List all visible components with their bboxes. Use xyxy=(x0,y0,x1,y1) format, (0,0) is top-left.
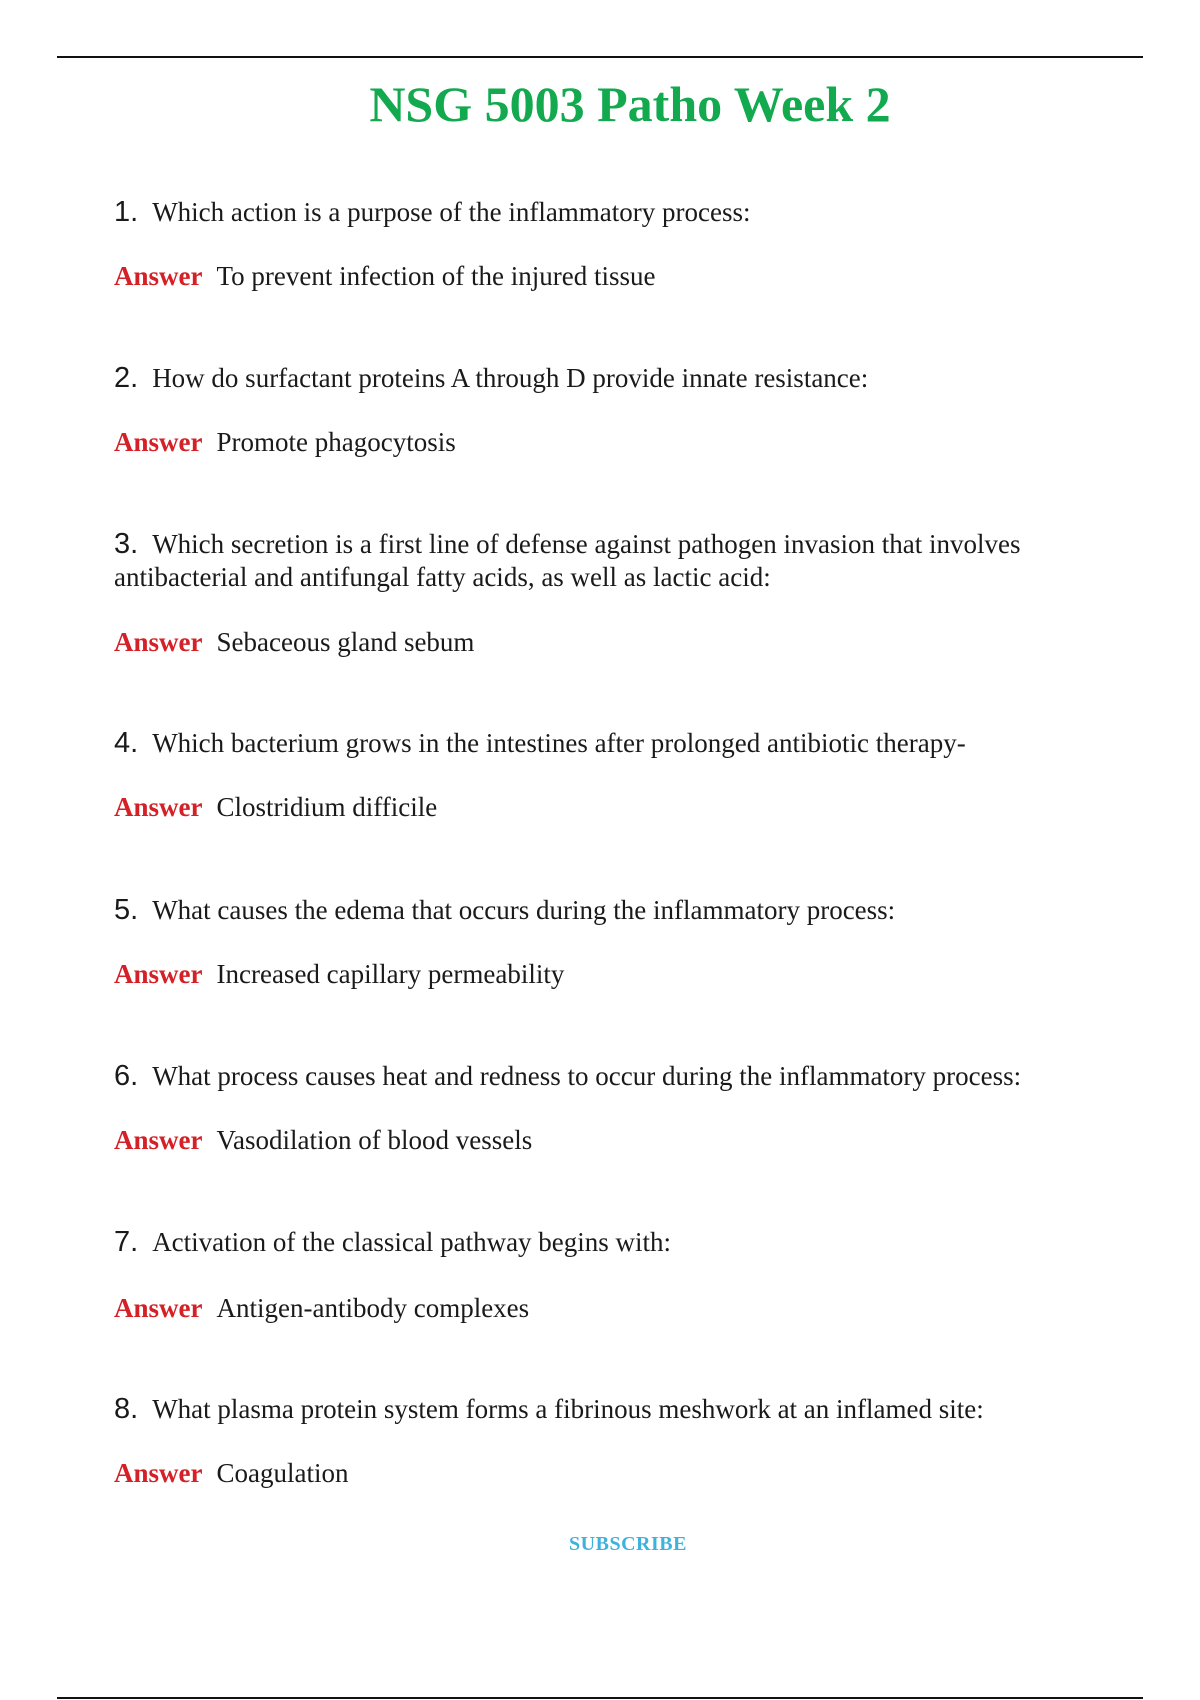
question-5 xyxy=(114,894,1074,927)
answer-text: To prevent infection of the injured tissue xyxy=(216,261,656,291)
answer-label: Answer xyxy=(114,959,203,989)
answer-text: Increased capillary permeability xyxy=(216,959,565,989)
qa-item-6 xyxy=(114,1060,1074,1155)
qa-item-1 xyxy=(114,196,1074,291)
question-4 xyxy=(114,727,1074,760)
question-2 xyxy=(114,362,1074,395)
answer-8 xyxy=(114,1457,348,1490)
answer-text: Promote phagocytosis xyxy=(216,427,456,457)
answer-text: Vasodilation of blood vessels xyxy=(216,1125,533,1155)
question-text: Which action is a purpose of the inflammatory process: xyxy=(152,197,751,227)
question-7 xyxy=(114,1226,1074,1259)
answer-2 xyxy=(114,426,456,459)
question-text: Which secretion is a first line of defense against pathogen invasion that involves antibacterial and antifungal fatty acids, as well as lactic acid: xyxy=(114,529,1021,592)
question-number: 2. xyxy=(114,362,139,394)
top-divider xyxy=(57,56,1143,58)
question-number: 3. xyxy=(114,528,139,560)
document-title: NSG 5003 Patho Week 2 xyxy=(369,76,891,132)
bottom-divider xyxy=(57,1697,1143,1699)
question-text: What causes the edema that occurs during the inflammatory process: xyxy=(152,895,896,925)
answer-text: Clostridium difficile xyxy=(216,792,438,822)
question-number: 8. xyxy=(114,1393,139,1425)
question-text: What process causes heat and redness to occur during the inflammatory process: xyxy=(152,1061,1022,1091)
answer-label: Answer xyxy=(114,627,203,657)
question-number: 7. xyxy=(114,1226,139,1258)
question-number: 6. xyxy=(114,1060,139,1092)
question-text: How do surfactant proteins A through D provide innate resistance: xyxy=(152,363,869,393)
qa-item-3 xyxy=(114,528,1074,657)
question-number: 4. xyxy=(114,727,139,759)
question-number: 1. xyxy=(114,196,139,228)
answer-3 xyxy=(114,626,474,659)
question-8 xyxy=(114,1393,1074,1426)
qa-item-7 xyxy=(114,1226,1074,1323)
question-number: 5. xyxy=(114,894,139,926)
question-1 xyxy=(114,196,1074,229)
answer-label: Answer xyxy=(114,427,203,457)
answer-6 xyxy=(114,1124,532,1157)
qa-item-2 xyxy=(114,362,1074,457)
answer-1 xyxy=(114,260,656,293)
answer-label: Answer xyxy=(114,1125,203,1155)
answer-7 xyxy=(114,1292,529,1325)
answer-label: Answer xyxy=(114,261,203,291)
qa-item-5 xyxy=(114,894,1074,989)
question-6 xyxy=(114,1060,1074,1093)
answer-text: Antigen-antibody complexes xyxy=(216,1293,530,1323)
answer-label: Answer xyxy=(114,1293,203,1323)
question-3 xyxy=(114,528,1074,594)
answer-text: Sebaceous gland sebum xyxy=(216,627,475,657)
qa-item-4 xyxy=(114,727,1074,822)
answer-4 xyxy=(114,791,437,824)
answer-5 xyxy=(114,958,564,991)
subscribe-link[interactable]: SUBSCRIBE xyxy=(569,1533,687,1555)
qa-item-8 xyxy=(114,1393,1074,1488)
question-text: What plasma protein system forms a fibrinous meshwork at an inflamed site: xyxy=(152,1394,984,1424)
answer-label: Answer xyxy=(114,1458,203,1488)
answer-text: Coagulation xyxy=(216,1458,349,1488)
question-text: Activation of the classical pathway begins with: xyxy=(152,1227,672,1257)
answer-label: Answer xyxy=(114,792,203,822)
question-text: Which bacterium grows in the intestines after prolonged antibiotic therapy- xyxy=(152,728,966,758)
